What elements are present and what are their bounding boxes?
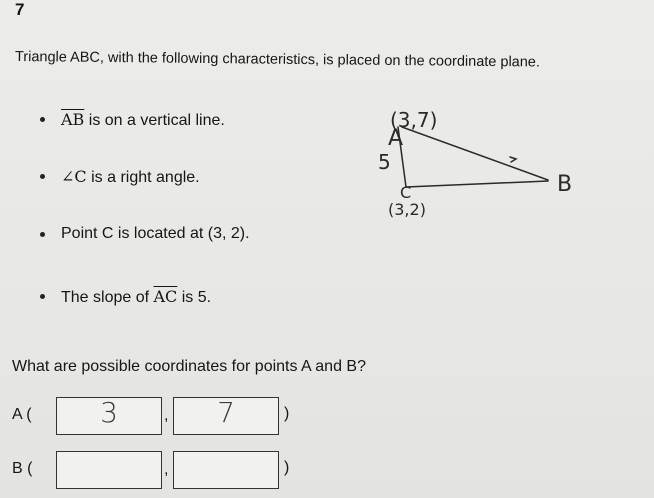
bullet-rest: is on a vertical line. bbox=[84, 112, 225, 129]
sketch-c-coordinate: (3,2) bbox=[388, 200, 426, 219]
bullet-dot bbox=[40, 117, 45, 122]
question-intro: Triangle ABC, with the following characteristics, is placed on the coordinate plane. bbox=[14, 49, 541, 71]
answer-row-b bbox=[12, 451, 312, 491]
point-b-label: B ( bbox=[12, 460, 33, 477]
sketch-label-b: B bbox=[557, 172, 573, 197]
bullet-dot bbox=[40, 232, 45, 237]
segment-ac: $\overline{AC}$ bbox=[153, 287, 178, 306]
sketch-label-a: A bbox=[388, 126, 404, 151]
sketch-base-line bbox=[406, 181, 548, 187]
bullet-text bbox=[61, 110, 225, 130]
bullet-dot bbox=[40, 174, 45, 179]
bullet-pre: The slope of bbox=[61, 289, 154, 306]
handwritten-triangle-sketch bbox=[370, 105, 585, 225]
point-a-label: A ( bbox=[12, 406, 32, 423]
sketch-tick-mark bbox=[510, 157, 516, 162]
main-question: What are possible coordinates for points A and B? bbox=[12, 358, 366, 375]
comma: , bbox=[164, 407, 169, 424]
comma: , bbox=[164, 461, 169, 478]
answer-row-a bbox=[12, 397, 312, 437]
bullet-text: Point C is located at (3, 2). bbox=[61, 225, 250, 242]
segment-ab: $\overline{AB}$ bbox=[61, 110, 85, 129]
bullet-dot bbox=[40, 294, 45, 299]
bullet-text bbox=[61, 287, 211, 307]
point-b-y-input[interactable] bbox=[173, 451, 279, 489]
bullet-text bbox=[61, 167, 200, 187]
point-a-x-value: 3 bbox=[100, 396, 118, 429]
question-number: 7 bbox=[15, 0, 25, 19]
close-paren: ) bbox=[284, 459, 290, 476]
sketch-side-five: 5 bbox=[378, 150, 391, 174]
sketch-hypotenuse-line bbox=[402, 127, 548, 180]
close-paren: ) bbox=[284, 405, 290, 422]
point-a-y-value: 7 bbox=[217, 396, 235, 429]
bullet-rest: is a right angle. bbox=[86, 169, 200, 186]
point-a-y-input[interactable] bbox=[173, 397, 279, 435]
sketch-label-c: C bbox=[400, 183, 412, 202]
bullet-rest: is 5. bbox=[177, 289, 212, 306]
point-b-x-input[interactable] bbox=[56, 451, 162, 489]
point-a-x-input[interactable] bbox=[56, 397, 162, 435]
angle-c: ∠C bbox=[61, 167, 87, 186]
sketch-a-coordinate: (3,7) bbox=[390, 108, 438, 132]
